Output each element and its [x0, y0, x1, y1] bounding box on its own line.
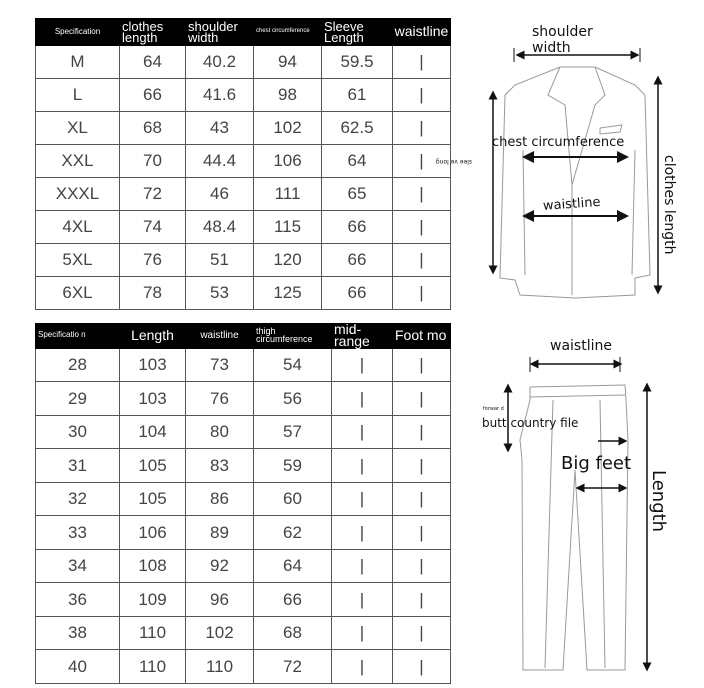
pants-diagram: [460, 320, 704, 680]
size-cell: 29: [36, 382, 120, 416]
value-cell: 108: [120, 549, 186, 583]
size-cell: 36: [36, 583, 120, 617]
header-mid-range: mid-range: [332, 324, 393, 349]
size-cell: 33: [36, 516, 120, 550]
value-cell: |: [393, 178, 451, 211]
table-row: [36, 449, 451, 483]
jacket-outline: [500, 67, 650, 298]
table-row: [36, 482, 451, 516]
jacket-waist-label: waistline: [542, 194, 601, 214]
value-cell: |: [393, 482, 451, 516]
table-row: [36, 415, 451, 449]
value-cell: |: [332, 382, 393, 416]
size-cell: 6XL: [36, 277, 120, 310]
value-cell: 110: [120, 616, 186, 650]
value-cell: 109: [120, 583, 186, 617]
value-cell: 110: [186, 650, 254, 684]
pants-forward-label: forwar d: [483, 406, 504, 412]
value-cell: 115: [254, 211, 322, 244]
value-cell: 65: [322, 178, 393, 211]
value-cell: |: [332, 482, 393, 516]
value-cell: 102: [254, 112, 322, 145]
table-row: [36, 244, 451, 277]
value-cell: 98: [254, 79, 322, 112]
size-cell: L: [36, 79, 120, 112]
value-cell: |: [393, 415, 451, 449]
value-cell: 73: [186, 348, 254, 382]
value-cell: |: [332, 415, 393, 449]
value-cell: 62.5: [322, 112, 393, 145]
value-cell: 80: [186, 415, 254, 449]
value-cell: 43: [186, 112, 254, 145]
value-cell: 46: [186, 178, 254, 211]
value-cell: 104: [120, 415, 186, 449]
value-cell: |: [393, 46, 451, 79]
header-length: Length: [120, 324, 186, 349]
value-cell: 54: [254, 348, 332, 382]
table-row: [36, 46, 451, 79]
value-cell: 51: [186, 244, 254, 277]
value-cell: |: [393, 650, 451, 684]
jacket-size-table: [35, 18, 451, 310]
value-cell: 64: [254, 549, 332, 583]
jacket-shoulder-label-1: shoulder: [532, 24, 593, 40]
value-cell: 66: [322, 277, 393, 310]
header-chest-circumference: chest circumference: [254, 19, 322, 46]
value-cell: |: [393, 211, 451, 244]
value-cell: |: [393, 516, 451, 550]
table-row: [36, 583, 451, 617]
value-cell: |: [393, 244, 451, 277]
size-cell: 38: [36, 616, 120, 650]
table-row: [36, 112, 451, 145]
size-cell: 40: [36, 650, 120, 684]
jacket-diagram: [435, 10, 704, 310]
size-cell: XL: [36, 112, 120, 145]
value-cell: |: [393, 549, 451, 583]
size-cell: 5XL: [36, 244, 120, 277]
size-cell: 30: [36, 415, 120, 449]
table-row: [36, 348, 451, 382]
value-cell: 111: [254, 178, 322, 211]
value-cell: |: [393, 583, 451, 617]
table-row: [36, 79, 451, 112]
value-cell: 64: [322, 145, 393, 178]
value-cell: 83: [186, 449, 254, 483]
size-cell: M: [36, 46, 120, 79]
value-cell: |: [393, 79, 451, 112]
header-specification: Specificatio n: [36, 324, 120, 349]
jacket-length-label: clothes length: [661, 155, 677, 255]
value-cell: 76: [186, 382, 254, 416]
value-cell: 72: [120, 178, 186, 211]
value-cell: |: [332, 348, 393, 382]
value-cell: |: [332, 650, 393, 684]
value-cell: 74: [120, 211, 186, 244]
header-foot-mouth: Foot mo: [393, 324, 451, 349]
size-cell: 31: [36, 449, 120, 483]
value-cell: 94: [254, 46, 322, 79]
value-cell: |: [332, 516, 393, 550]
value-cell: 103: [120, 348, 186, 382]
table-row: [36, 650, 451, 684]
pants-waist-label: waistline: [550, 338, 612, 354]
value-cell: 78: [120, 277, 186, 310]
value-cell: |: [332, 583, 393, 617]
size-cell: 34: [36, 549, 120, 583]
size-cell: XXL: [36, 145, 120, 178]
table-row: [36, 516, 451, 550]
value-cell: 110: [120, 650, 186, 684]
value-cell: 106: [254, 145, 322, 178]
jacket-header-row: [36, 19, 451, 46]
value-cell: |: [393, 112, 451, 145]
value-cell: |: [393, 348, 451, 382]
value-cell: 64: [120, 46, 186, 79]
header-waistline: waistline: [186, 324, 254, 349]
value-cell: 60: [254, 482, 332, 516]
value-cell: |: [332, 616, 393, 650]
table-row: [36, 145, 451, 178]
table-row: [36, 277, 451, 310]
header-sleeve-length: Sleeve Length: [322, 19, 393, 46]
jacket-shoulder-label-2: width: [532, 40, 571, 56]
header-waistline: waistline: [393, 19, 451, 46]
value-cell: 70: [120, 145, 186, 178]
size-cell: 32: [36, 482, 120, 516]
value-cell: 66: [254, 583, 332, 617]
jacket-sleeve-label: slee ve long: [435, 158, 472, 165]
jacket-chest-label: chest circumference: [492, 135, 625, 150]
value-cell: 53: [186, 277, 254, 310]
pants-butt-label: butt country file: [482, 416, 579, 430]
pants-size-table: [35, 323, 451, 684]
value-cell: 59.5: [322, 46, 393, 79]
value-cell: 56: [254, 382, 332, 416]
value-cell: |: [332, 549, 393, 583]
value-cell: 103: [120, 382, 186, 416]
value-cell: 105: [120, 449, 186, 483]
pants-header-row: [36, 324, 451, 349]
value-cell: 92: [186, 549, 254, 583]
value-cell: |: [393, 616, 451, 650]
value-cell: 57: [254, 415, 332, 449]
value-cell: 66: [322, 211, 393, 244]
value-cell: 59: [254, 449, 332, 483]
size-cell: 4XL: [36, 211, 120, 244]
value-cell: 66: [120, 79, 186, 112]
header-clothes-length: clothes length: [120, 19, 186, 46]
value-cell: |: [393, 382, 451, 416]
size-cell: 28: [36, 348, 120, 382]
header-shoulder-width: shoulder width: [186, 19, 254, 46]
value-cell: 125: [254, 277, 322, 310]
value-cell: 48.4: [186, 211, 254, 244]
value-cell: |: [393, 277, 451, 310]
value-cell: 44.4: [186, 145, 254, 178]
value-cell: 41.6: [186, 79, 254, 112]
value-cell: 61: [322, 79, 393, 112]
table-row: [36, 382, 451, 416]
value-cell: 62: [254, 516, 332, 550]
value-cell: 72: [254, 650, 332, 684]
value-cell: |: [393, 449, 451, 483]
value-cell: 86: [186, 482, 254, 516]
value-cell: 40.2: [186, 46, 254, 79]
value-cell: 68: [120, 112, 186, 145]
table-row: [36, 211, 451, 244]
table-row: [36, 616, 451, 650]
value-cell: 105: [120, 482, 186, 516]
value-cell: 68: [254, 616, 332, 650]
pants-feet-label: Big feet: [561, 453, 632, 474]
table-row: [36, 549, 451, 583]
header-thigh-circumference: thigh circumference: [254, 324, 332, 349]
value-cell: 89: [186, 516, 254, 550]
header-specification: Specification: [36, 19, 120, 46]
table-row: [36, 178, 451, 211]
value-cell: 102: [186, 616, 254, 650]
value-cell: |: [332, 449, 393, 483]
value-cell: 76: [120, 244, 186, 277]
value-cell: |: [393, 145, 451, 178]
value-cell: 66: [322, 244, 393, 277]
value-cell: 106: [120, 516, 186, 550]
value-cell: 96: [186, 583, 254, 617]
size-cell: XXXL: [36, 178, 120, 211]
pants-length-label: Length: [648, 470, 669, 533]
value-cell: 120: [254, 244, 322, 277]
